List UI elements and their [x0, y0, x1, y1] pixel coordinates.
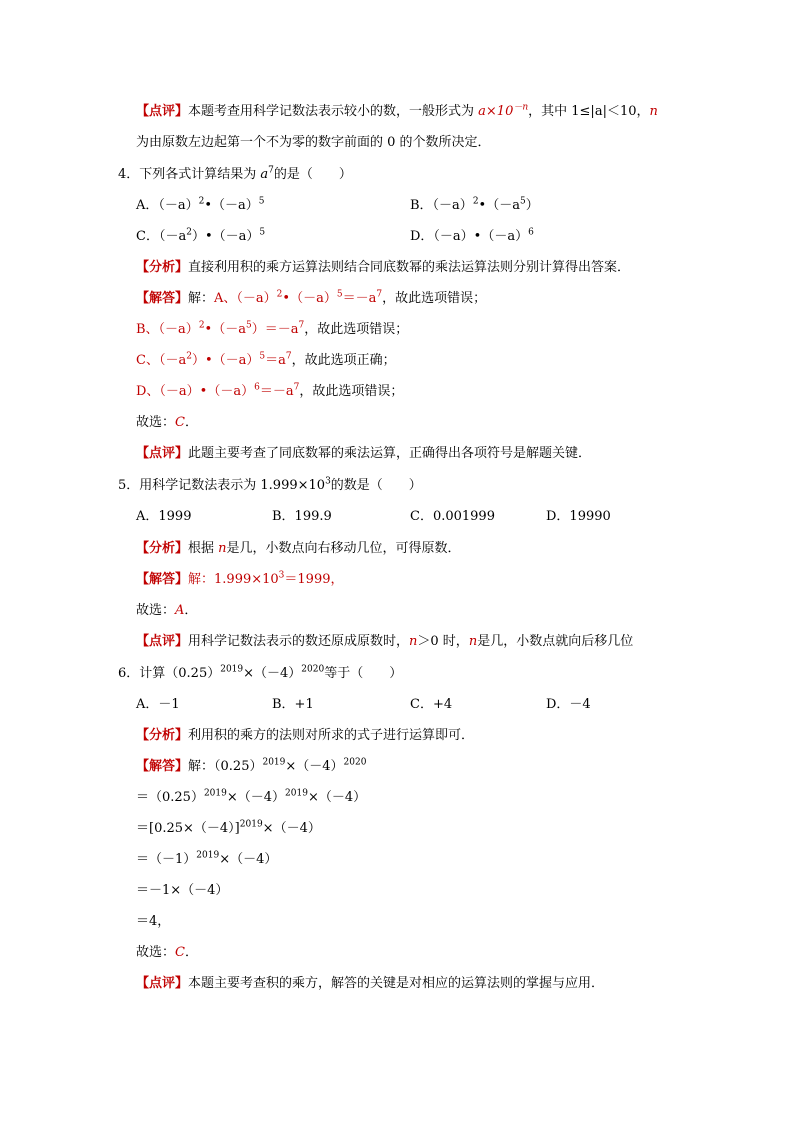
q3-comment-line2: 为由原数左边起第一个不为零的数字前面的 0 的个数所决定． [136, 135, 491, 150]
question-5-stem: 5．用科学记数法表示为 $1.999\times 10^3$的数是（ ） [118, 476, 422, 493]
option-c: C．$(-a^2)•(-a)^5$ [136, 227, 266, 244]
option-c: C．+4 [410, 697, 453, 712]
option-c: C．0.001999 [410, 509, 495, 524]
q5-answer: 【解答】解：$1.999\times 10^3=1999$， [136, 570, 344, 587]
option-d: D．$(-a)•(-a)^6$ [410, 227, 534, 244]
q4-answer-a: 【解答】解：A、$(-a)^2•(-a)^5=-a^7$，故此选项错误； [136, 289, 487, 306]
question-4-stem: 4．下列各式计算结果为 $a^7$的是（ ） [118, 165, 352, 182]
q6-comment: 【点评】本题主要考查积的乘方，解答的关键是对相应的运算法则的掌握与应用． [136, 976, 605, 991]
q6-answer-line4: $=(-1)^{2019}\times(-4)$ [136, 850, 278, 867]
q4-comment: 【点评】此题主要考查了同底数幂的乘法运算，正确得出各项符号是解题关键． [136, 446, 592, 461]
q5-comment: 【点评】用科学记数法表示的数还原成原数时，n＞0 时，n是几，小数点就向后移几位 [136, 634, 634, 649]
question-6-stem: 6．计算$(0.25)^{2019}\times(-4)^{2020}$等于（ ） [118, 664, 403, 681]
q6-answer-line5: ＝－1×（－4） [136, 883, 229, 898]
q6-answer-line3: $=[0.25\times(-4)]^{2019}\times(-4)$ [136, 819, 321, 836]
q5-analysis: 【分析】根据 n是几，小数点向右移动几位，可得原数． [136, 541, 461, 556]
q6-answer-line6: ＝4， [136, 914, 171, 929]
q6-answer-line2: $=(0.25)^{2019}\times(-4)^{2019}\times(-4)$ [136, 788, 367, 805]
q4-analysis: 【分析】直接利用积的乘方运算法则结合同底数幂的乘法运算法则分别计算得出答案． [136, 260, 631, 275]
option-d: D．19990 [546, 509, 611, 524]
q4-answer-d: D、$(-a)•(-a)^6=-a^7$，故此选项错误； [136, 382, 404, 399]
q6-choose: 故选：C． [136, 945, 198, 960]
option-a: A．1999 [136, 509, 192, 524]
option-a: A．$(-a)^2•(-a)^5$ [136, 196, 265, 213]
comment-tag: 【点评】 [136, 104, 189, 119]
q5-choose: 故选：A． [136, 603, 198, 618]
q4-answer-c: C、$(-a^2)•(-a)^5=a^7$，故此选项正确； [136, 351, 396, 368]
option-b: B．$(-a)^2•(-a^5)$ [410, 196, 539, 213]
q4-choose: 故选：C． [136, 415, 198, 430]
option-b: B．199.9 [272, 509, 332, 524]
option-d: D．－4 [546, 697, 591, 712]
q6-answer-line1: 【解答】解：$(0.25)^{2019}\times(-4)^{2020}$ [136, 757, 367, 774]
option-a: A．－1 [136, 697, 180, 712]
q4-answer-b: B、$(-a)^2•(-a^5)=-a^7$，故此选项错误； [136, 320, 409, 337]
q3-comment-line1: 【点评】本题考查用科学记数法表示较小的数，一般形式为 $a\times 10^{-n}$，其中 1≤|a|＜10，n [136, 102, 658, 119]
option-b: B．+1 [272, 697, 314, 712]
q6-analysis: 【分析】利用积的乘方的法则对所求的式子进行运算即可． [136, 728, 475, 743]
